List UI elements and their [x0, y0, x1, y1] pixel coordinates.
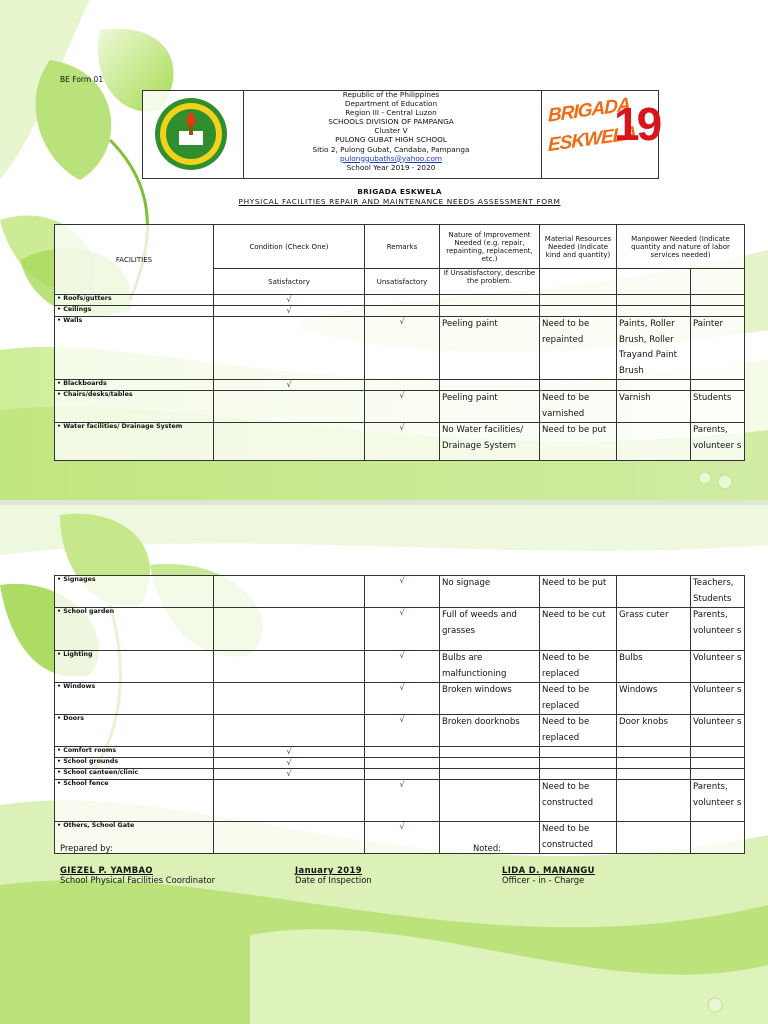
improvement-cell	[540, 380, 617, 391]
unsatisfactory-cell	[365, 769, 440, 780]
manpower-cell	[691, 380, 745, 391]
satisfactory-cell: √	[214, 295, 365, 306]
table-2-rows	[55, 576, 745, 854]
improvement-cell: Need to be put	[540, 576, 617, 608]
table-row	[55, 769, 745, 780]
col-manpower: Manpower Needed (Indicate quantity and nature of labor services needed)	[617, 225, 745, 269]
material-cell	[617, 747, 691, 758]
unsatisfactory-cell: √	[365, 317, 440, 380]
improvement-cell: Need to be put	[540, 423, 617, 461]
inspection-date-label: Date of Inspection	[295, 875, 372, 885]
facility-cell: • Windows	[55, 683, 214, 715]
material-cell: Paints, Roller Brush, Roller Trayand Paint Brush	[617, 317, 691, 380]
manpower-cell	[691, 758, 745, 769]
material-cell	[617, 306, 691, 317]
table-row	[55, 608, 745, 651]
unsatisfactory-cell: √	[365, 780, 440, 822]
satisfactory-cell	[214, 608, 365, 651]
inspection-date: January 2019	[295, 865, 362, 875]
unsatisfactory-cell: √	[365, 391, 440, 423]
table-row	[55, 576, 745, 608]
unsatisfactory-cell: √	[365, 715, 440, 747]
improvement-cell	[540, 306, 617, 317]
table-row	[55, 391, 745, 423]
manpower-cell	[691, 747, 745, 758]
problem-cell	[440, 747, 540, 758]
col-condition: Condition (Check One)	[214, 225, 365, 269]
manpower-cell: Volunteer s	[691, 651, 745, 683]
problem-cell	[440, 780, 540, 822]
preparer-title: School Physical Facilities Coordinator	[60, 875, 216, 885]
improvement-cell	[540, 747, 617, 758]
problem-cell	[440, 295, 540, 306]
improvement-cell: Need to be replaced	[540, 715, 617, 747]
satisfactory-cell	[214, 423, 365, 461]
col-material: Material Resources Needed (Indicate kind and quantity)	[540, 225, 617, 269]
manpower-cell: Volunteer s	[691, 683, 745, 715]
form-page-1	[0, 0, 768, 500]
col-satisfactory: Satisfactory	[214, 269, 365, 295]
col-facilities: FACILITIES	[55, 225, 214, 295]
form-id: BE Form 01	[60, 75, 104, 84]
improvement-cell: Need to be constructed	[540, 780, 617, 822]
form-title: BRIGADA ESKWELA	[357, 187, 442, 196]
manpower-cell	[691, 306, 745, 317]
problem-cell	[440, 769, 540, 780]
problem-cell: Full of weeds and grasses	[440, 608, 540, 651]
facility-cell: • Water facilities/ Drainage System	[55, 423, 214, 461]
table-1-rows	[55, 295, 745, 461]
satisfactory-cell: √	[214, 380, 365, 391]
form-page-2	[0, 505, 768, 1024]
col-describe: If Unsatisfactory, describe the problem.	[440, 269, 540, 295]
table-row	[55, 758, 745, 769]
unsatisfactory-cell: √	[365, 822, 440, 854]
manpower-cell: Painter	[691, 317, 745, 380]
assessment-table-2	[54, 575, 745, 854]
problem-cell: Broken doorknobs	[440, 715, 540, 747]
satisfactory-cell	[214, 651, 365, 683]
satisfactory-cell	[214, 576, 365, 608]
table-row	[55, 380, 745, 391]
unsatisfactory-cell: √	[365, 576, 440, 608]
table-row	[55, 317, 745, 380]
noter-title: Officer - in - Charge	[502, 875, 585, 885]
brigada-eskwela-logo: BRIGADA ESKWELA 19	[548, 94, 660, 157]
material-cell: Bulbs	[617, 651, 691, 683]
facility-cell: • Comfort rooms	[55, 747, 214, 758]
letterhead-text: Republic of the Philippines Department of Education Region III - Central Luzon SCHOOLS DIVISION OF PAMPANGA Cluster V PULONG GUBAT HIGH SCHOOL Sitio 2, Pulong Gubat, Candaba, Pampanga pulonggubaths@yahoo.com School Year 2019 - 2020	[242, 90, 540, 172]
facility-cell: • School fence	[55, 780, 214, 822]
manpower-cell: Parents, volunteer s	[691, 780, 745, 822]
material-cell: Grass cuter	[617, 608, 691, 651]
improvement-cell	[540, 758, 617, 769]
improvement-cell	[540, 295, 617, 306]
noter-name: LIDA D. MANANGU	[502, 865, 595, 875]
form-subtitle: PHYSICAL FACILITIES REPAIR AND MAINTENANCE NEEDS ASSESSMENT FORM	[238, 197, 561, 206]
noted-label: Noted:	[473, 843, 501, 853]
manpower-cell	[691, 295, 745, 306]
problem-cell: Bulbs are malfunctioning	[440, 651, 540, 683]
school-logo	[143, 91, 243, 178]
unsatisfactory-cell: √	[365, 423, 440, 461]
material-cell	[617, 295, 691, 306]
problem-cell	[440, 758, 540, 769]
table-row	[55, 423, 745, 461]
material-cell	[617, 822, 691, 854]
satisfactory-cell: √	[214, 758, 365, 769]
problem-cell: Broken windows	[440, 683, 540, 715]
improvement-cell: Need to be repainted	[540, 317, 617, 380]
facility-cell: • Lighting	[55, 651, 214, 683]
col-remarks: Remarks	[365, 225, 440, 269]
satisfactory-cell: √	[214, 769, 365, 780]
manpower-cell: Volunteer s	[691, 715, 745, 747]
manpower-cell: Teachers, Students	[691, 576, 745, 608]
col-nature: Nature of Improvement Needed (e.g. repair, repainting, replacement, etc.)	[440, 225, 540, 269]
improvement-cell: Need to be replaced	[540, 683, 617, 715]
facility-cell: • School grounds	[55, 758, 214, 769]
logo-cell	[143, 91, 244, 178]
manpower-cell: Students	[691, 391, 745, 423]
problem-cell: No Water facilities/ Drainage System	[440, 423, 540, 461]
facility-cell: • Others, School Gate	[55, 822, 214, 854]
problem-cell: No signage	[440, 576, 540, 608]
material-cell	[617, 423, 691, 461]
material-cell	[617, 769, 691, 780]
facility-cell: • Ceilings	[55, 306, 214, 317]
table-row	[55, 747, 745, 758]
table-row	[55, 780, 745, 822]
manpower-cell	[691, 822, 745, 854]
table-row	[55, 715, 745, 747]
problem-cell	[440, 380, 540, 391]
facility-cell: • Blackboards	[55, 380, 214, 391]
unsatisfactory-cell	[365, 380, 440, 391]
material-cell	[617, 380, 691, 391]
facility-cell: • School canteen/clinic	[55, 769, 214, 780]
unsatisfactory-cell	[365, 758, 440, 769]
problem-cell	[440, 306, 540, 317]
problem-cell: Peeling paint	[440, 391, 540, 423]
table-row	[55, 822, 745, 854]
material-cell	[617, 576, 691, 608]
satisfactory-cell	[214, 822, 365, 854]
improvement-cell: Need to be varnished	[540, 391, 617, 423]
facility-cell: • Signages	[55, 576, 214, 608]
preparer-name: GIEZEL P. YAMBAO	[60, 865, 153, 875]
prepared-by-label: Prepared by:	[60, 843, 113, 853]
material-cell: Windows	[617, 683, 691, 715]
improvement-cell	[540, 769, 617, 780]
satisfactory-cell	[214, 317, 365, 380]
unsatisfactory-cell	[365, 306, 440, 317]
improvement-cell: Need to be replaced	[540, 651, 617, 683]
facility-cell: • Chairs/desks/tables	[55, 391, 214, 423]
facility-cell: • Roofs/gutters	[55, 295, 214, 306]
improvement-cell: Need to be cut	[540, 608, 617, 651]
school-email-link[interactable]: pulonggubaths@yahoo.com	[339, 153, 443, 163]
table-row	[55, 295, 745, 306]
satisfactory-cell	[214, 391, 365, 423]
satisfactory-cell: √	[214, 747, 365, 758]
unsatisfactory-cell: √	[365, 683, 440, 715]
manpower-cell: Parents, volunteer s	[691, 608, 745, 651]
material-cell	[617, 758, 691, 769]
table-row	[55, 651, 745, 683]
satisfactory-cell	[214, 715, 365, 747]
satisfactory-cell: √	[214, 306, 365, 317]
satisfactory-cell	[214, 780, 365, 822]
material-cell: Door knobs	[617, 715, 691, 747]
unsatisfactory-cell: √	[365, 651, 440, 683]
manpower-cell: Parents, volunteer s	[691, 423, 745, 461]
manpower-cell	[691, 769, 745, 780]
facility-cell: • School garden	[55, 608, 214, 651]
unsatisfactory-cell	[365, 295, 440, 306]
assessment-table-1	[54, 224, 745, 461]
unsatisfactory-cell	[365, 747, 440, 758]
facility-cell: • Doors	[55, 715, 214, 747]
table-row	[55, 306, 745, 317]
improvement-cell: Need to be constructed	[540, 822, 617, 854]
facility-cell: • Walls	[55, 317, 214, 380]
problem-cell: Peeling paint	[440, 317, 540, 380]
material-cell	[617, 780, 691, 822]
table-row	[55, 683, 745, 715]
satisfactory-cell	[214, 683, 365, 715]
unsatisfactory-cell: √	[365, 608, 440, 651]
material-cell: Varnish	[617, 391, 691, 423]
col-unsatisfactory: Unsatisfactory	[365, 269, 440, 295]
